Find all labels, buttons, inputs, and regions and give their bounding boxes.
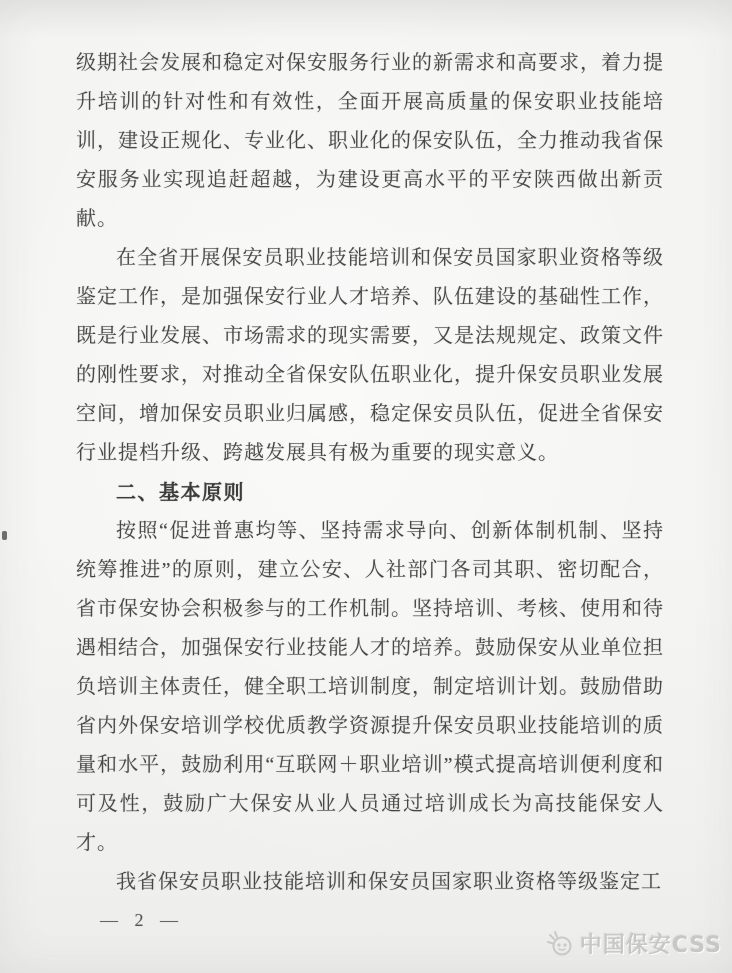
page-number: — 2 —: [100, 910, 184, 930]
document-body: [76, 44, 664, 902]
watermark-label: 中国保安CSS: [579, 933, 722, 958]
page-footer: [100, 910, 184, 931]
section-heading: 二、基本原则: [116, 480, 245, 504]
paragraph: 按照“促进普惠均等、坚持需求导向、创新体制机制、坚持统筹推进”的原则，建立公安、人社部门各司其职、密切配合，省市保安协会积极参与的工作机制。坚持培训、考核、使用和待遇相结合，加强保安行业技能人才的培养。鼓励保安从业单位担负培训主体责任，健全职工培训制度，制定培训计划。鼓励借助省内外保安培训学校优质教学资源提升保安员职业技能培训的质量和水平，鼓励利用“互联网＋职业培训”模式提高培训便利度和可及性，鼓励广大保安从业人员通过培训成长为高技能保安人才。: [76, 520, 664, 854]
css-logo-icon: [545, 929, 575, 959]
paragraph: 在全省开展保安员职业技能培训和保安员国家职业资格等级鉴定工作，是加强保安行业人才培养、队伍建设的基础性工作，既是行业发展、市场需求的现实需要，又是法规规定、政策文件的刚性要求，对推动全省保安队伍职业化，提升保安员职业发展空间，增加保安员职业归属感，稳定保安员队伍，促进全省保安行业提档升级、跨越发展具有极为重要的现实意义。: [76, 247, 664, 464]
paragraph-continuation: 级期社会发展和稳定对保安服务行业的新需求和高要求，着力提升培训的针对性和有效性，全面开展高质量的保安职业技能培训，建设正规化、专业化、职业化的保安队伍，全力推动我省保安服务业实现追赶超越，为建设更高水平的平安陕西做出新贡献。: [76, 52, 664, 230]
scan-artifact: [2, 531, 7, 540]
paragraph-cutoff: 我省保安员职业技能培训和保安员国家职业资格等级鉴定工: [116, 871, 662, 893]
watermark: [545, 928, 722, 959]
